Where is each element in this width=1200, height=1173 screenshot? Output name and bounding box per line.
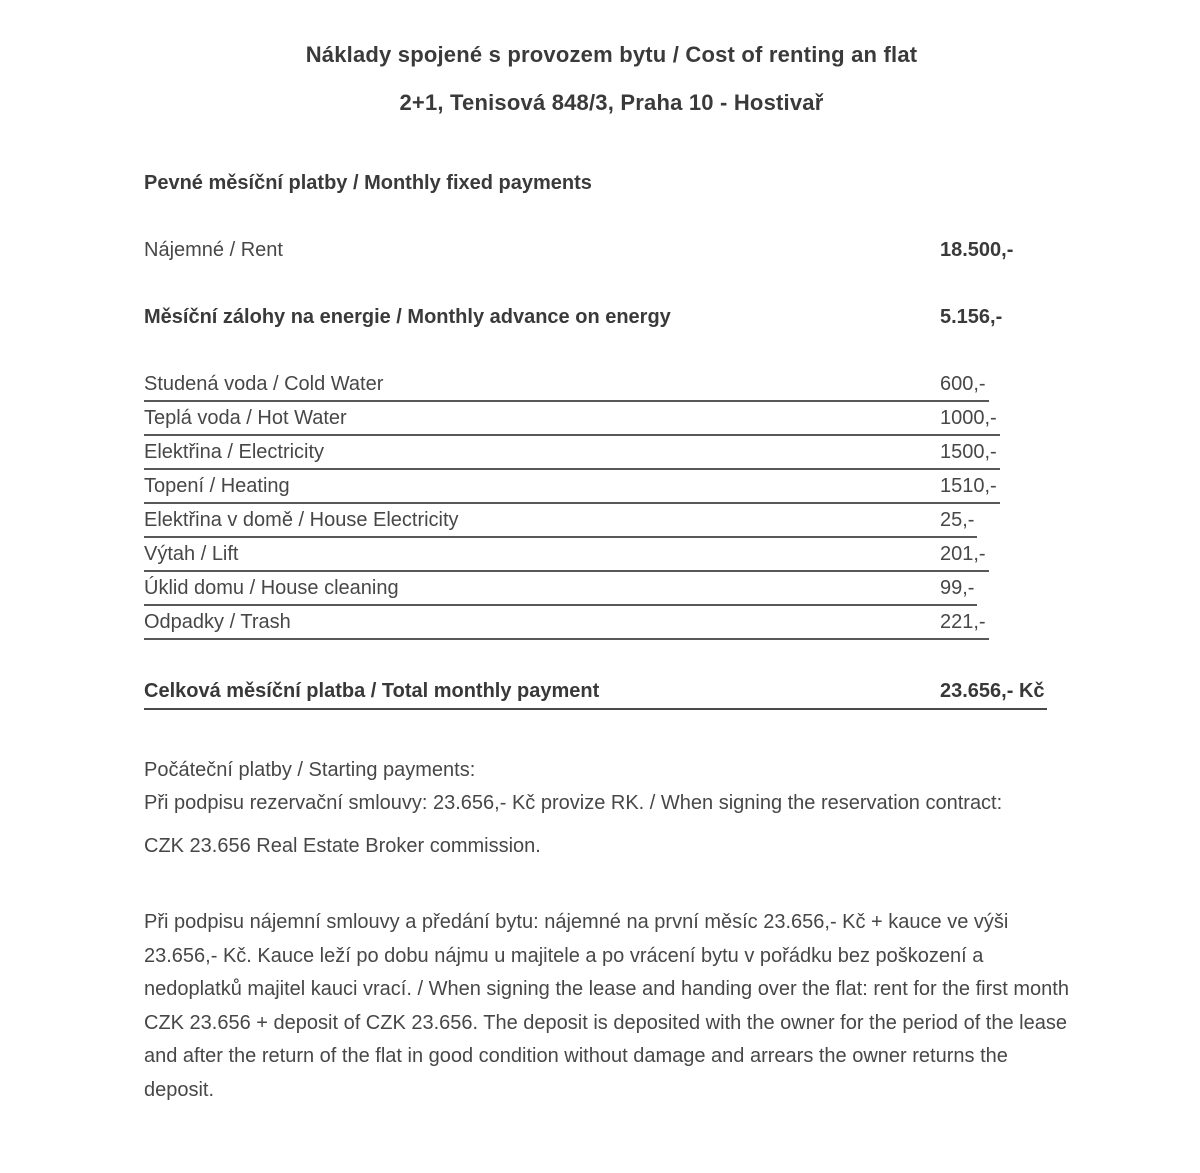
rent-row — [144, 239, 1079, 262]
total-value: 23.656,- Kč — [940, 680, 1045, 702]
row-label: Výtah / Lift — [144, 543, 239, 565]
table-row-trash — [144, 607, 989, 640]
row-value: 201,- — [940, 543, 986, 565]
lease-deposit-paragraph: Při podpisu nájemní smlouvy a předání bytu: nájemné na první měsíc 23.656,- Kč + kauce ve výši 23.656,- Kč. Kauce leží po dobu nájmu u majitele a po vrácení bytu v pořádku bez poškození a nedoplatků majitel kauci vrací. / When signing the lease and handing over the flat: rent for the first month CZK 23.656 + deposit of CZK 23.656. The deposit is deposited with the owner for the period of the lease and after the return of the flat in good condition without damage and arrears the owner returns the deposit. — [144, 911, 1069, 1101]
row-label: Úklid domu / House cleaning — [144, 577, 399, 599]
broker-commission-line: CZK 23.656 Real Estate Broker commission. — [144, 835, 541, 857]
row-label: Studená voda / Cold Water — [144, 373, 384, 395]
rent-value: 18.500,- — [940, 239, 1014, 261]
row-value: 99,- — [940, 577, 975, 599]
row-value: 1000,- — [940, 407, 997, 429]
total-label: Celková měsíční platba / Total monthly payment — [144, 680, 600, 702]
starting-payments-heading: Počáteční platby / Starting payments: — [144, 759, 476, 781]
row-label: Elektřina / Electricity — [144, 441, 325, 463]
energy-advance-row — [144, 306, 1079, 329]
row-value: 600,- — [940, 373, 986, 395]
table-row-lift — [144, 539, 989, 572]
table-row-hot-water — [144, 403, 1000, 436]
energy-items-table — [144, 369, 1079, 640]
page-subtitle: 2+1, Tenisová 848/3, Praha 10 - Hostivař — [399, 90, 824, 115]
row-value: 25,- — [940, 509, 975, 531]
table-row-cold-water — [144, 369, 989, 402]
table-row-heating — [144, 471, 1000, 504]
row-label: Odpadky / Trash — [144, 611, 291, 633]
energy-advance-label: Měsíční zálohy na energie / Monthly advance on energy — [144, 306, 671, 328]
section-heading-fixed-payments: Pevné měsíční platby / Monthly fixed payments — [144, 172, 592, 194]
table-row-house-electricity — [144, 505, 977, 538]
row-label: Elektřina v domě / House Electricity — [144, 509, 459, 531]
row-label: Topení / Heating — [144, 475, 290, 497]
table-row-house-cleaning — [144, 573, 977, 606]
rent-label: Nájemné / Rent — [144, 239, 283, 261]
starting-payments-block — [144, 754, 1079, 863]
row-value: 1500,- — [940, 441, 997, 463]
row-value: 221,- — [940, 611, 986, 633]
row-label: Teplá voda / Hot Water — [144, 407, 347, 429]
table-row-electricity — [144, 437, 1000, 470]
row-value: 1510,- — [940, 475, 997, 497]
energy-advance-value: 5.156,- — [940, 306, 1003, 328]
page-title: Náklady spojené s provozem bytu / Cost of renting an flat — [305, 42, 918, 67]
reservation-contract-line: Při podpisu rezervační smlouvy: 23.656,- Kč provize RK. / When signing the reservation contract: — [144, 792, 1003, 814]
total-row — [144, 680, 1047, 710]
